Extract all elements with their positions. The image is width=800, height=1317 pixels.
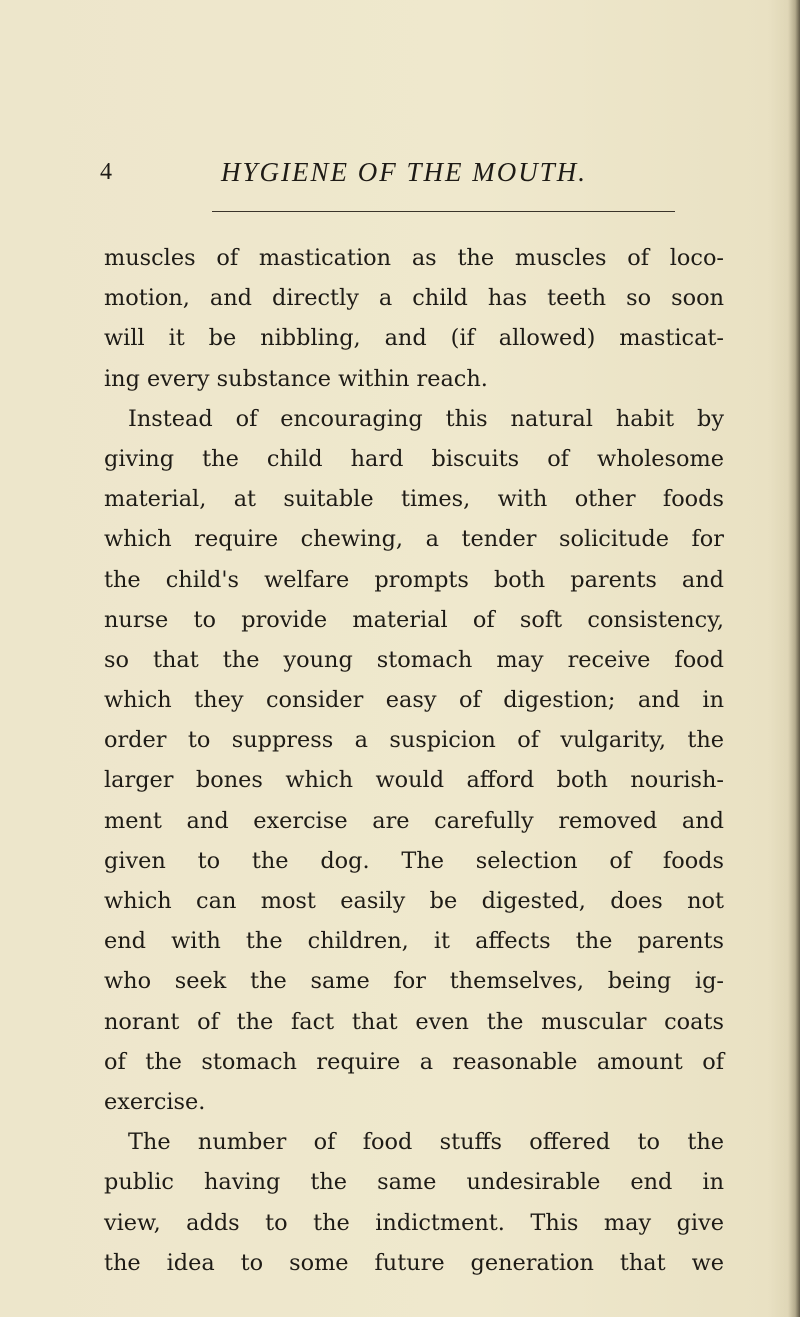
- page-edge-shadow: [788, 0, 800, 1317]
- text-line: the idea to some future generation that we: [104, 1249, 724, 1276]
- text-line: which require chewing, a tender solicitude for: [104, 526, 724, 553]
- text-line: view, adds to the indictment. This may give: [104, 1209, 724, 1236]
- text-line: end with the children, it affects the parents: [104, 928, 724, 955]
- text-line: giving the child hard biscuits of wholesome: [104, 445, 724, 472]
- text-line: motion, and directly a child has teeth so soon: [104, 285, 724, 312]
- text-line: material, at suitable times, with other foods: [104, 486, 724, 513]
- text-line: which they consider easy of digestion; and in: [104, 687, 724, 714]
- text-line: nurse to provide material of soft consistency,: [104, 606, 724, 633]
- text-line: larger bones which would afford both nourish-: [104, 767, 724, 794]
- header-rule: [212, 211, 675, 212]
- body-text: [104, 238, 724, 1283]
- text-line: the child's welfare prompts both parents and: [104, 566, 724, 593]
- text-line: which can most easily be digested, does not: [104, 888, 724, 914]
- running-title: HYGIENE OF THE MOUTH.: [221, 157, 587, 187]
- text-line: public having the same undesirable end in: [104, 1169, 724, 1196]
- text-line: muscles of mastication as the muscles of loco-: [104, 245, 724, 271]
- text-line: given to the dog. The selection of foods: [104, 847, 724, 874]
- text-line: who seek the same for themselves, being ig-: [104, 968, 724, 995]
- text-line: The number of food stuffs offered to the: [128, 1129, 724, 1156]
- text-line: exercise.: [104, 1088, 206, 1115]
- text-line: norant of the fact that even the muscular coats: [104, 1008, 724, 1035]
- text-line: of the stomach require a reasonable amount of: [104, 1048, 724, 1075]
- page-header: [100, 152, 740, 192]
- text-line: ing every substance within reach.: [104, 365, 488, 392]
- text-line: Instead of encouraging this natural habit by: [128, 405, 724, 432]
- text-line: will it be nibbling, and (if allowed) masticat-: [104, 325, 724, 352]
- text-line: order to suppress a suspicion of vulgarity, the: [104, 727, 724, 754]
- text-line: so that the young stomach may receive food: [104, 646, 724, 673]
- page-number: 4: [100, 159, 112, 185]
- text-line: ment and exercise are carefully removed and: [104, 807, 724, 834]
